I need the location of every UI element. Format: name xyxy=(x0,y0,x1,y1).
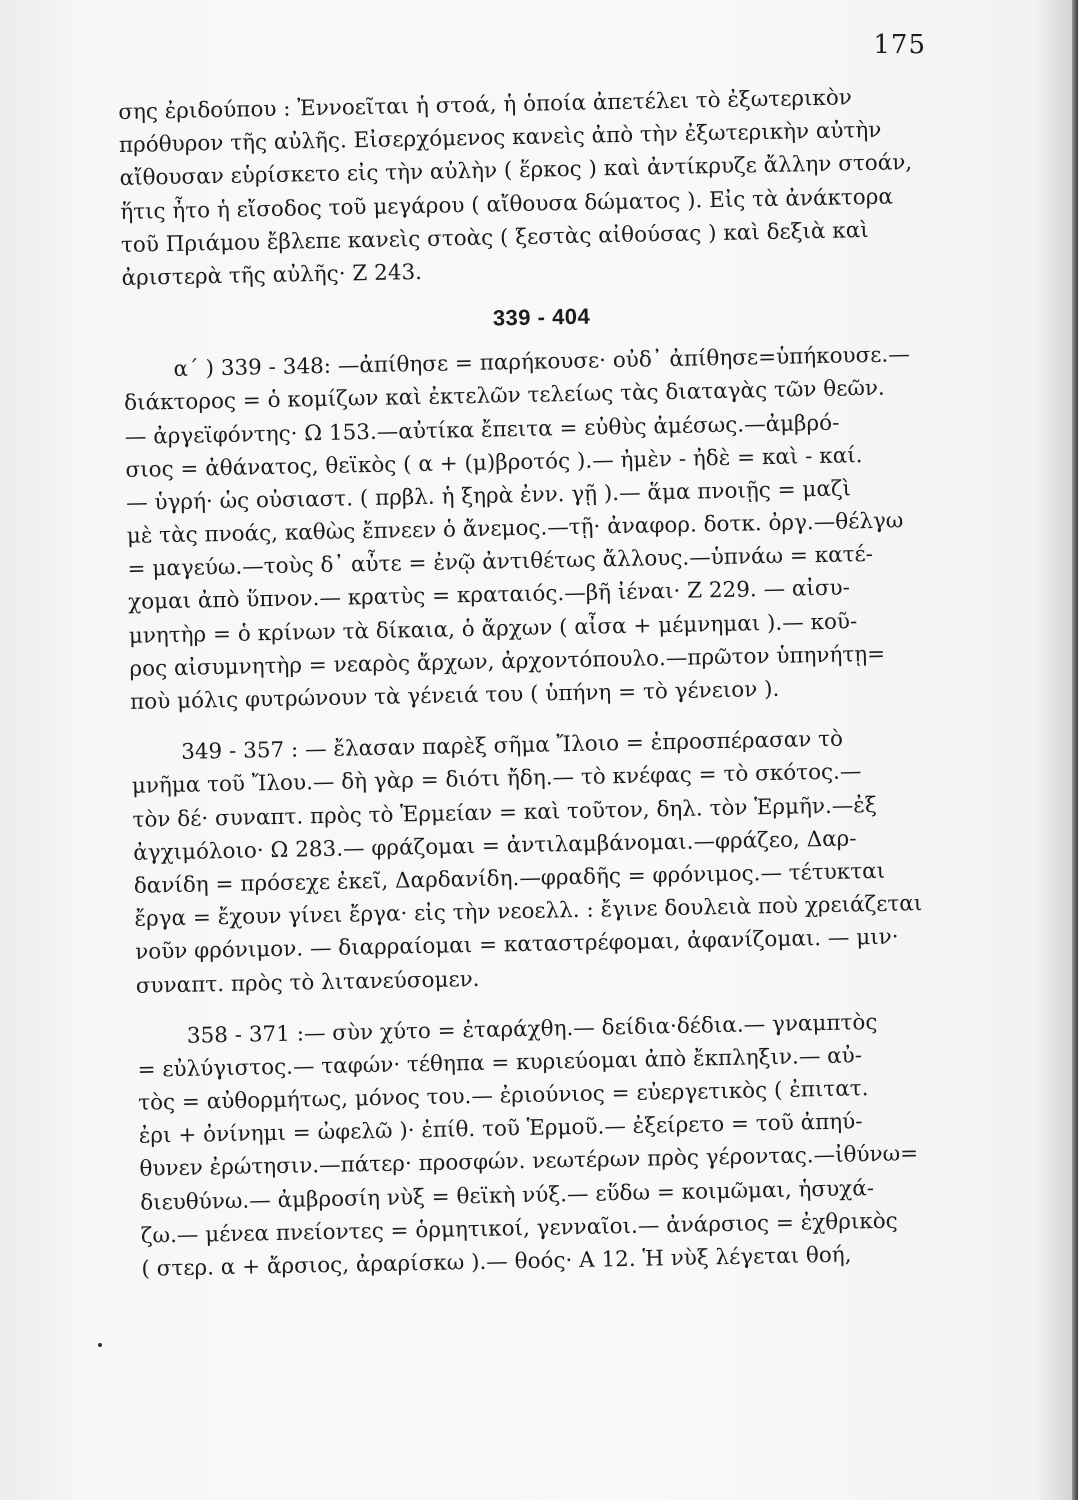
text-line: τὸν δέ· συναπτ. πρὸς τὸ Ἑρμείαν = καὶ τοῦτον, δηλ. τὸν Ἑρμῆν.—ἐξ xyxy=(132,792,877,833)
text-line: δανίδη = πρόσεχε ἐκεῖ, Δαρδανίδη.—φραδῆς = φρόνιμος.— τέτυκται xyxy=(133,858,886,899)
text-line: 349 - 357 : — ἔλασαν παρὲξ σῆμα Ἴλοιο = ἐπροσπέρασαν τὸ xyxy=(180,726,844,766)
commentary-text-block xyxy=(118,79,980,1286)
text-line: — ὑγρή· ὡς οὐσιαστ. ( πρβλ. ἡ ξηρὰ ἐνν. γῇ ).— ἅμα πνοιῇς = μαζὶ xyxy=(125,476,852,516)
text-line: ἀριστερὰ τῆς αὐλῆς· Ζ 243. xyxy=(121,259,423,291)
text-line: μνῆμα τοῦ Ἴλου.— δὴ γὰρ = διότι ἤδη.— τὸ κνέφας = τὸ σκότος.— xyxy=(131,759,862,800)
margin-dot xyxy=(98,1343,102,1347)
text-line: = εὐλύγιστος.— ταφών· τέθηπα = κυριεύομαι ἀπὸ ἔκπληξιν.— αὐ- xyxy=(137,1043,863,1083)
text-line: διευθύνω.— ἀμβροσίη νὺξ = θεϊκὴ νύξ.— εὕδω = κοιμῶμαι, ἡσυχά- xyxy=(139,1175,875,1216)
page-number: 175 xyxy=(873,30,926,60)
text-line: σιος = ἀθάνατος, θεϊκὸς ( α + (μ)βροτός ).— ἠμὲν - ἠδὲ = καὶ - καί. xyxy=(125,442,863,483)
paragraph-349-357 xyxy=(131,720,974,1002)
text-line: νοῦν φρόνιμον. — διαρραίομαι = καταστρέφομαι, ἀφανίζομαι. — μιν· xyxy=(134,924,899,966)
intro-paragraph xyxy=(118,79,960,295)
text-line: ἔργα = ἔχουν γίνει ἔργα· εἰς τὴν νεοελλ. : ἔγινε δουλειὰ ποὺ χρειάζεται xyxy=(134,891,923,932)
text-line: θυνεν ἐρώτησιν.—πάτερ· προσφών. νεωτέρων πρὸς γέροντας.—ἰθύνω= xyxy=(139,1141,919,1183)
text-line: συναπτ. πρὸς τὸ λιτανεύσομεν. xyxy=(135,966,480,999)
text-line: τοῦ Πριάμου ἔβλεπε κανεὶς στοὰς ( ξεστὰς αἰθούσας ) καὶ δεξιὰ καὶ xyxy=(120,217,869,258)
text-line: ( στερ. α + ἄρσιος, ἀραρίσκω ).— θοός· Α 12. Ἡ νὺξ λέγεται θοή, xyxy=(141,1242,852,1282)
page-edge-shadow xyxy=(1072,0,1078,1500)
text-line: μνητὴρ = ὁ κρίνων τὰ δίκαια, ὁ ἄρχων ( αἶσα + μέμνημαι ).— κοῦ- xyxy=(128,608,858,649)
section-heading: 339 - 404 xyxy=(492,303,591,331)
text-line: μὲ τὰς πνοάς, καθὼς ἔπνεεν ὁ ἄνεμος.—τῇ· ἀναφορ. δοτκ. ὀργ.—θέλγω xyxy=(126,508,904,549)
text-line: = μαγεύω.—τοὺς δ᾽ αὖτε = ἐνῷ ἀντιθέτως ἄλλους.—ὑπνάω = κατέ- xyxy=(127,542,874,583)
paragraph-358-371 xyxy=(137,1004,980,1286)
text-line: πρόθυρον τῆς αὐλῆς. Εἰσερχόμενος κανεὶς ἀπὸ τὴν ἐξωτερικὴν αὐτὴν xyxy=(118,117,882,159)
paragraph-339-348 xyxy=(123,337,968,719)
text-line: τὸς = αὐθορμήτως, μόνος του.— ἐριούνιος = εὐεργετικὸς ( ἐπιτατ. xyxy=(137,1076,869,1116)
text-line: ἐρι + ὀνίνημι = ὠφελῶ )· ἐπίθ. τοῦ Ἑρμοῦ.— ἐξείρετο = τοῦ ἀπηύ- xyxy=(138,1109,863,1150)
text-line: χομαι ἀπὸ ὕπνον.— κρατὺς = κραταιός.—βῆ ἰέναι· Ζ 229. — αἰσυ- xyxy=(127,575,851,616)
text-line: ἀγχιμόλοιο· Ω 283.— φράζομαι = ἀντιλαμβάνομαι.—φράζεο, Δαρ- xyxy=(132,826,857,866)
text-line: ρος αἰσυμνητὴρ = νεαρὸς ἄρχων, ἀρχοντόπουλο.—πρῶτον ὑπηνήτῃ= xyxy=(129,641,886,682)
text-line: σης ἐριδούπου : Ἐννοεῖται ἡ στοά, ἡ ὁποία ἀπετέλει τὸ ἐξωτερικὸν xyxy=(118,85,853,125)
text-line: 358 - 371 :— σὺν χύτο = ἐταράχθη.— δείδια·δέδια.— γναμπτὸς xyxy=(186,1009,878,1049)
text-line: α΄ ) 339 - 348: —ἀπίθησε = παρήκουσε· οὐδ᾽ ἀπίθησε=ὑπήκουσε.— xyxy=(173,342,910,383)
text-line: ποὺ μόλις φυτρώνουν τὰ γένειά του ( ὑπήνη = τὸ γένειον ). xyxy=(129,676,780,715)
text-line: διάκτορος = ὁ κομίζων καὶ ἐκτελῶν τελείως τὰς διαταγὰς τῶν θεῶν. xyxy=(123,375,886,417)
text-line: ἥτις ἦτο ἡ εἴσοδος τοῦ μεγάρου ( αἴθουσα δώματος ). Εἰς τὰ ἀνάκτορα xyxy=(120,184,894,225)
text-line: ζω.— μένεα πνείοντες = ὁρμητικοί, γενναῖοι.— ἀνάρσιος = ἐχθρικὸς xyxy=(140,1208,898,1249)
text-line: αἴθουσαν εὑρίσκετο εἰς τὴν αὐλὴν ( ἕρκος ) καὶ ἀντίκρυζε ἄλλην στοάν, xyxy=(119,150,913,192)
text-line: — ἀργεϊφόντης· Ω 153.—αὐτίκα ἔπειτα = εὐθὺς ἀμέσως.—ἀμβρό- xyxy=(124,410,840,450)
